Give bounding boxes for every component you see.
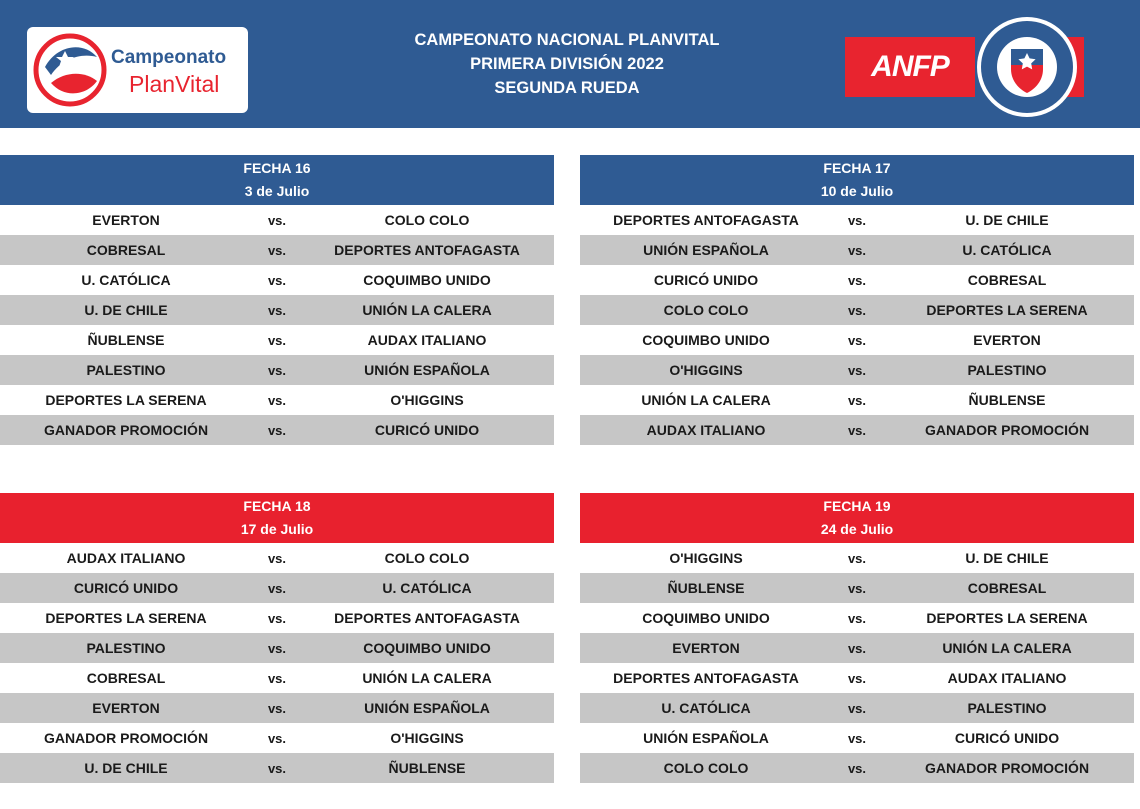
match-row	[580, 235, 1134, 265]
vs-label: vs.	[847, 640, 867, 656]
vs-label: vs.	[267, 422, 287, 438]
away-team: PALESTINO	[967, 700, 1047, 716]
home-team: U. DE CHILE	[84, 760, 168, 776]
match-row	[580, 663, 1134, 693]
away-team: COBRESAL	[967, 272, 1047, 288]
fecha-title: FECHA 19	[823, 498, 891, 514]
vs-label: vs.	[847, 302, 867, 318]
fecha-title: FECHA 17	[823, 160, 891, 176]
title-line-2: PRIMERA DIVISIÓN 2022	[470, 55, 664, 73]
home-team: CURICÓ UNIDO	[653, 272, 759, 288]
away-team: COQUIMBO UNIDO	[363, 272, 491, 288]
match-row	[580, 325, 1134, 355]
home-team: EVERTON	[672, 640, 740, 656]
home-team: COBRESAL	[86, 670, 166, 686]
fecha-16-block	[0, 155, 554, 445]
home-team: CURICÓ UNIDO	[73, 580, 179, 596]
away-team: COBRESAL	[967, 580, 1047, 596]
home-team: ÑUBLENSE	[667, 580, 745, 596]
ball-logo-icon	[31, 31, 109, 109]
match-row	[0, 753, 554, 783]
logo-word-planvital: PlanVital	[129, 71, 220, 97]
away-team: GANADOR PROMOCIÓN	[924, 422, 1090, 438]
match-row	[0, 415, 554, 445]
home-team: COQUIMBO UNIDO	[642, 610, 770, 626]
match-row	[580, 385, 1134, 415]
home-team: AUDAX ITALIANO	[66, 550, 186, 566]
fecha-17-block	[580, 155, 1134, 445]
away-team: U. DE CHILE	[965, 212, 1049, 228]
fecha-date: 17 de Julio	[240, 521, 314, 537]
away-team: UNIÓN LA CALERA	[942, 640, 1072, 656]
away-team: UNIÓN LA CALERA	[362, 670, 492, 686]
home-team: GANADOR PROMOCIÓN	[43, 422, 209, 438]
home-team: COLO COLO	[663, 302, 749, 318]
vs-label: vs.	[847, 272, 867, 288]
vs-label: vs.	[267, 242, 287, 258]
vs-label: vs.	[267, 730, 287, 746]
match-row	[580, 543, 1134, 573]
anfp-logo	[845, 37, 975, 97]
home-team: EVERTON	[92, 700, 160, 716]
fecha-header	[580, 155, 1134, 205]
vs-label: vs.	[267, 640, 287, 656]
match-row	[580, 603, 1134, 633]
home-team: DEPORTES LA SERENA	[45, 392, 207, 408]
home-team: PALESTINO	[86, 362, 166, 378]
home-team: GANADOR PROMOCIÓN	[43, 730, 209, 746]
home-team: EVERTON	[92, 212, 160, 228]
vs-label: vs.	[847, 392, 867, 408]
vs-label: vs.	[267, 760, 287, 776]
vs-label: vs.	[267, 700, 287, 716]
away-team: ÑUBLENSE	[968, 392, 1046, 408]
title-line-1: CAMPEONATO NACIONAL PLANVITAL	[414, 31, 720, 49]
match-row	[580, 355, 1134, 385]
match-row	[0, 325, 554, 355]
logo-word-campeonato: Campeonato	[111, 47, 227, 68]
match-row	[0, 385, 554, 415]
match-row	[0, 265, 554, 295]
vs-label: vs.	[267, 392, 287, 408]
away-team: PALESTINO	[967, 362, 1047, 378]
match-row	[580, 723, 1134, 753]
match-row	[0, 633, 554, 663]
away-team: ÑUBLENSE	[388, 760, 466, 776]
home-team: PALESTINO	[86, 640, 166, 656]
vs-label: vs.	[847, 700, 867, 716]
fecha-title: FECHA 18	[243, 498, 311, 514]
fecha-title: FECHA 16	[243, 160, 311, 176]
vs-label: vs.	[847, 422, 867, 438]
match-row	[0, 603, 554, 633]
away-team: CURICÓ UNIDO	[954, 730, 1060, 746]
home-team: UNIÓN ESPAÑOLA	[643, 242, 769, 258]
home-team: DEPORTES LA SERENA	[45, 610, 207, 626]
match-row	[0, 663, 554, 693]
vs-label: vs.	[267, 580, 287, 596]
federacion-seal-icon	[975, 15, 1079, 119]
match-row	[0, 693, 554, 723]
match-row	[0, 295, 554, 325]
match-row	[580, 295, 1134, 325]
away-team: DEPORTES LA SERENA	[926, 302, 1088, 318]
home-team: UNIÓN ESPAÑOLA	[643, 730, 769, 746]
match-row	[580, 633, 1134, 663]
away-team: U. CATÓLICA	[382, 580, 472, 596]
home-team: U. DE CHILE	[84, 302, 168, 318]
fecha-19-block	[580, 493, 1134, 783]
vs-label: vs.	[847, 730, 867, 746]
match-row	[0, 205, 554, 235]
vs-label: vs.	[847, 550, 867, 566]
home-team: U. CATÓLICA	[81, 272, 171, 288]
vs-label: vs.	[267, 272, 287, 288]
vs-label: vs.	[847, 760, 867, 776]
home-team: DEPORTES ANTOFAGASTA	[613, 670, 799, 686]
page-title	[400, 28, 734, 100]
title-line-3: SEGUNDA RUEDA	[494, 79, 640, 97]
match-row	[0, 355, 554, 385]
home-team: COQUIMBO UNIDO	[642, 332, 770, 348]
home-team: COBRESAL	[86, 242, 166, 258]
away-team: COLO COLO	[384, 550, 470, 566]
vs-label: vs.	[847, 212, 867, 228]
away-team: GANADOR PROMOCIÓN	[924, 760, 1090, 776]
header-banner	[0, 0, 1140, 128]
away-team: UNIÓN ESPAÑOLA	[364, 362, 490, 378]
campeonato-planvital-logo	[27, 27, 248, 113]
away-team: CURICÓ UNIDO	[374, 422, 480, 438]
away-team: AUDAX ITALIANO	[947, 670, 1067, 686]
match-row	[0, 723, 554, 753]
away-team: COQUIMBO UNIDO	[363, 640, 491, 656]
away-team: O'HIGGINS	[390, 392, 464, 408]
home-team: U. CATÓLICA	[661, 700, 751, 716]
match-row	[0, 543, 554, 573]
vs-label: vs.	[847, 610, 867, 626]
fecha-18-block	[0, 493, 554, 783]
vs-label: vs.	[267, 670, 287, 686]
vs-label: vs.	[267, 302, 287, 318]
home-team: UNIÓN LA CALERA	[641, 392, 771, 408]
fecha-header	[0, 493, 554, 543]
vs-label: vs.	[847, 332, 867, 348]
fecha-header	[0, 155, 554, 205]
away-team: O'HIGGINS	[390, 730, 464, 746]
vs-label: vs.	[267, 610, 287, 626]
away-team: DEPORTES ANTOFAGASTA	[334, 610, 520, 626]
anfp-logo-text: ANFP	[871, 50, 949, 83]
home-team: O'HIGGINS	[669, 550, 743, 566]
match-row	[580, 415, 1134, 445]
away-team: UNIÓN ESPAÑOLA	[364, 700, 490, 716]
vs-label: vs.	[267, 550, 287, 566]
vs-label: vs.	[847, 580, 867, 596]
match-row	[580, 693, 1134, 723]
home-team: AUDAX ITALIANO	[646, 422, 766, 438]
match-row	[0, 573, 554, 603]
home-team: DEPORTES ANTOFAGASTA	[613, 212, 799, 228]
vs-label: vs.	[847, 362, 867, 378]
fecha-header	[580, 493, 1134, 543]
home-team: COLO COLO	[663, 760, 749, 776]
vs-label: vs.	[847, 242, 867, 258]
home-team: O'HIGGINS	[669, 362, 743, 378]
match-row	[580, 573, 1134, 603]
away-team: U. CATÓLICA	[962, 242, 1052, 258]
match-row	[0, 235, 554, 265]
match-row	[580, 205, 1134, 235]
match-row	[580, 753, 1134, 783]
fecha-date: 3 de Julio	[244, 183, 310, 199]
away-team: DEPORTES ANTOFAGASTA	[334, 242, 520, 258]
away-team: EVERTON	[973, 332, 1041, 348]
match-row	[580, 265, 1134, 295]
away-team: UNIÓN LA CALERA	[362, 302, 492, 318]
fecha-date: 24 de Julio	[820, 521, 894, 537]
away-team: U. DE CHILE	[965, 550, 1049, 566]
home-team: ÑUBLENSE	[87, 332, 165, 348]
away-team: AUDAX ITALIANO	[367, 332, 487, 348]
vs-label: vs.	[847, 670, 867, 686]
vs-label: vs.	[267, 332, 287, 348]
vs-label: vs.	[267, 212, 287, 228]
fecha-date: 10 de Julio	[820, 183, 894, 199]
away-team: DEPORTES LA SERENA	[926, 610, 1088, 626]
away-team: COLO COLO	[384, 212, 470, 228]
vs-label: vs.	[267, 362, 287, 378]
